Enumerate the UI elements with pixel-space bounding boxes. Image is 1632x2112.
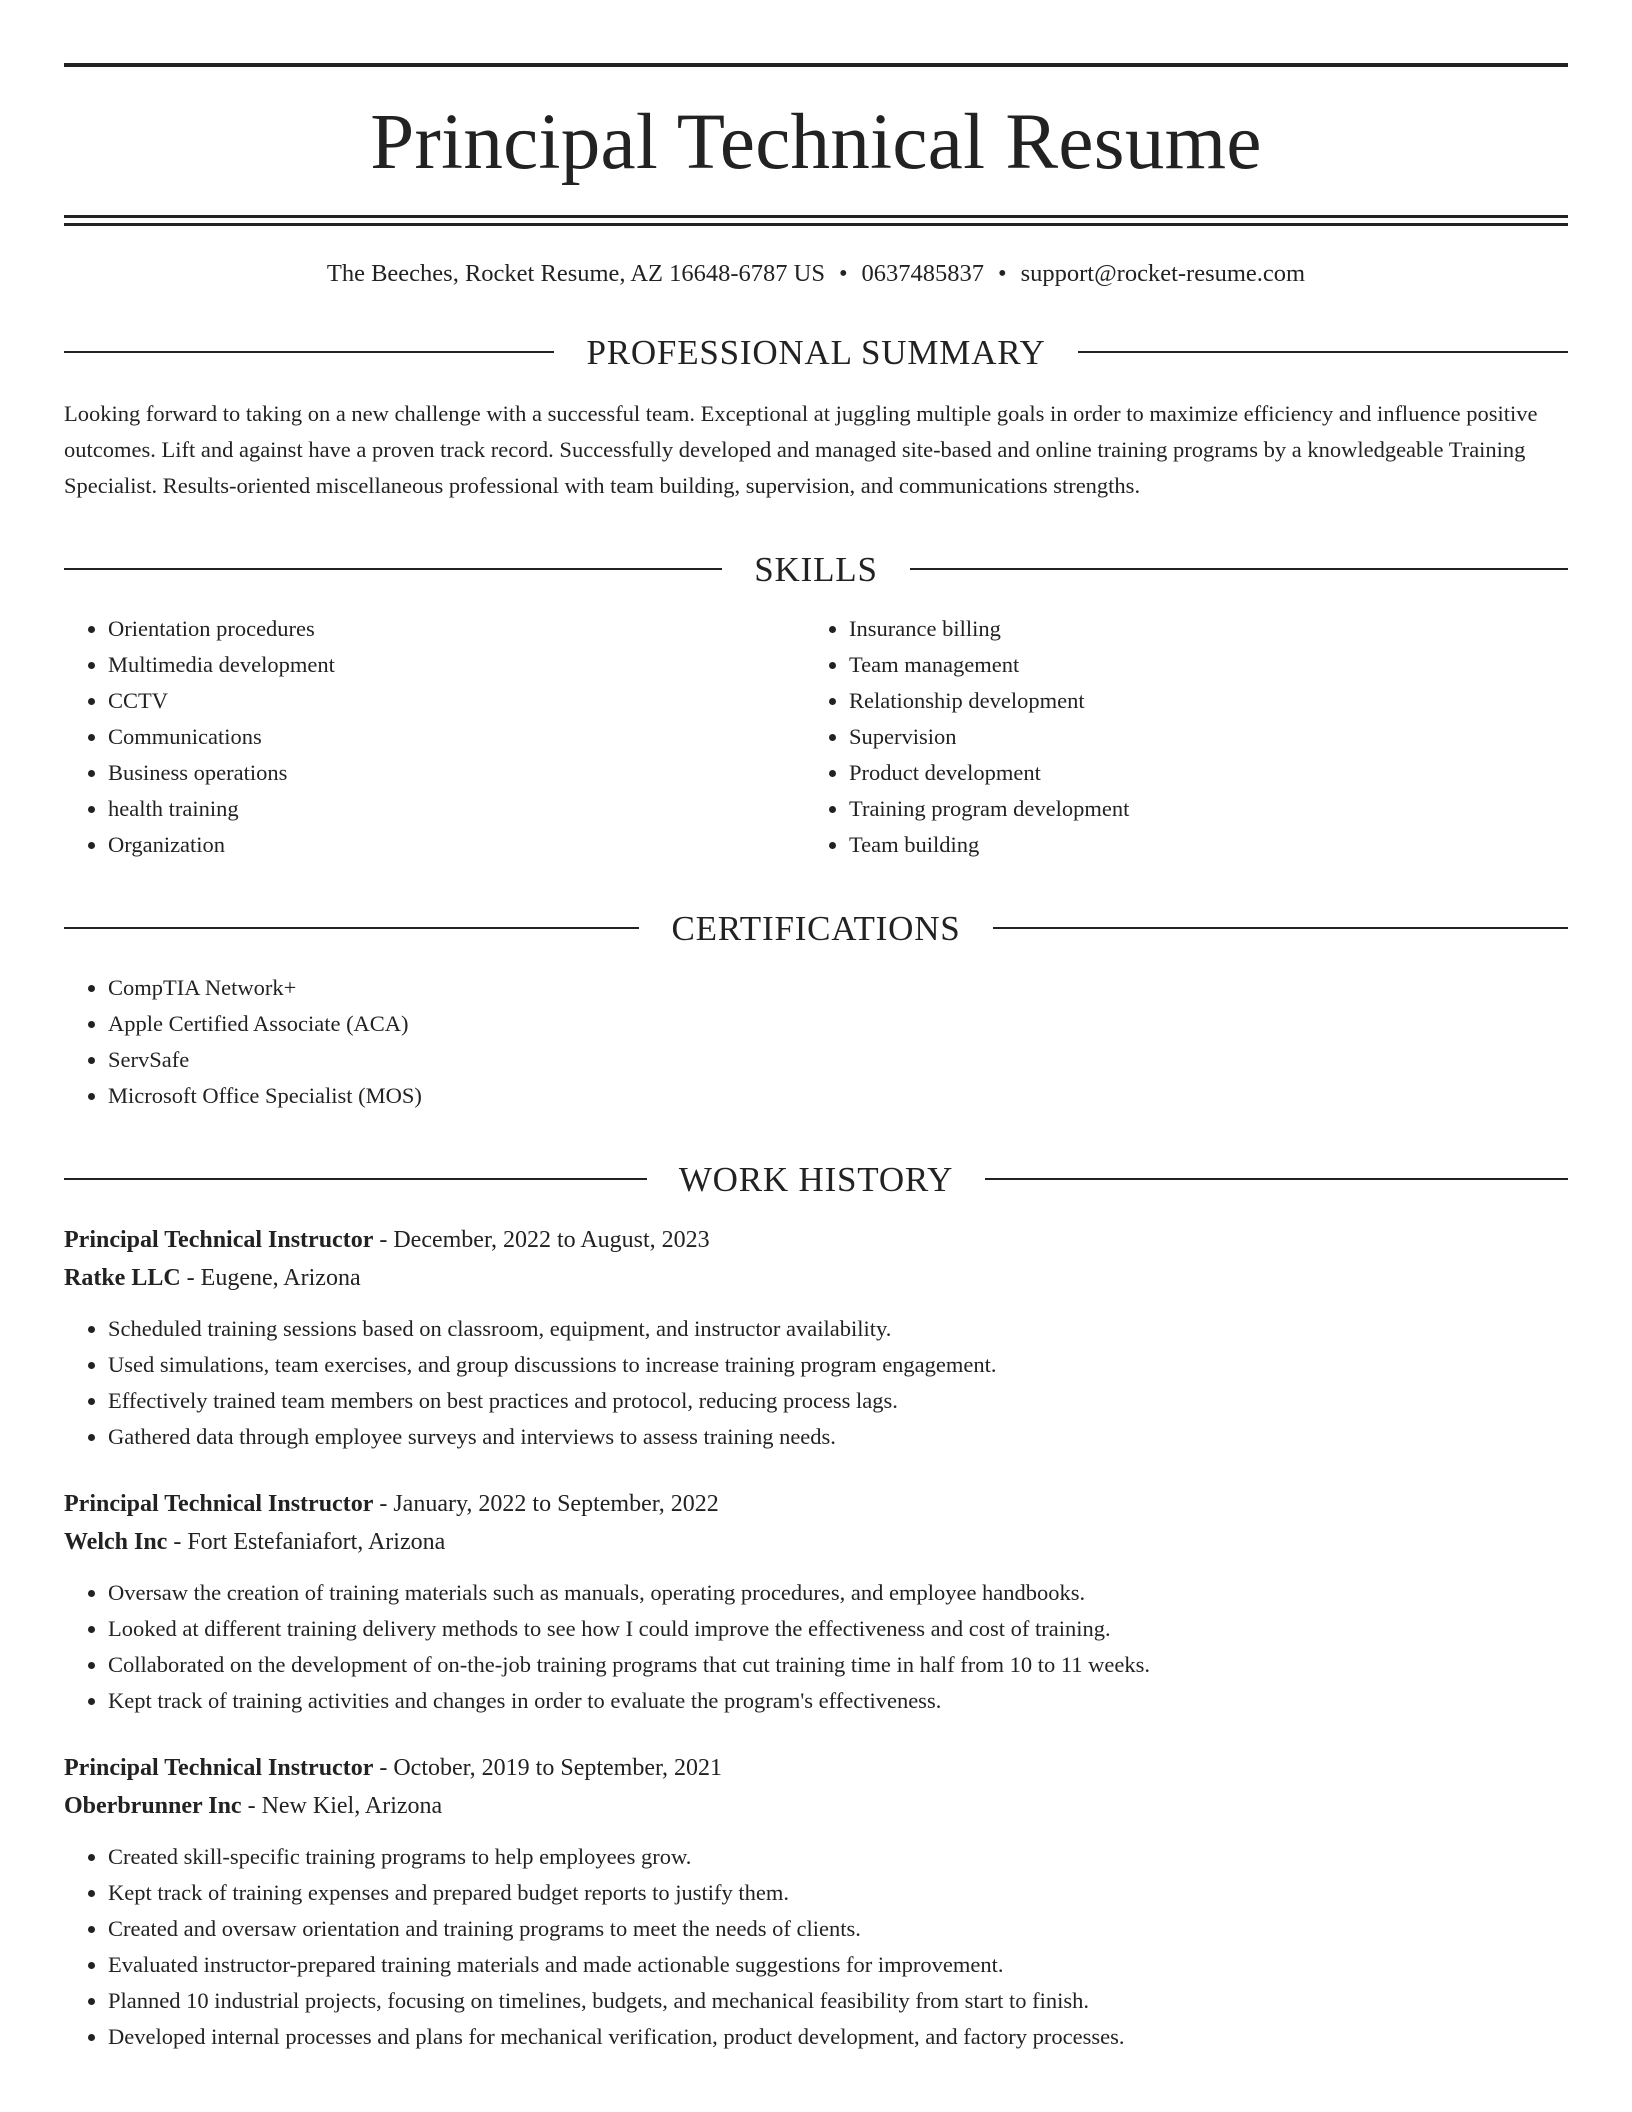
certifications-list [64, 970, 1568, 1114]
job-bullet: • Oversaw the creation of training materials such as manuals, operating procedures, and employee handbooks. [108, 1575, 1568, 1611]
contact-address: The Beeches, Rocket Resume, AZ 16648-6787 US [326, 260, 825, 287]
job-bullet: • Gathered data through employee surveys and interviews to assess training needs. [108, 1419, 1568, 1455]
job-company-line [64, 1787, 1568, 1825]
job-title-line [64, 1485, 1568, 1523]
certification-item: • CompTIA Network+ [108, 970, 1568, 1006]
skills-columns [64, 611, 1568, 863]
job-bullet: • Used simulations, team exercises, and group discussions to increase training program engagement. [108, 1347, 1568, 1383]
skills-list-left [64, 611, 805, 863]
certifications-heading: CERTIFICATIONS [671, 908, 961, 948]
skill-item: • Communications [108, 719, 805, 755]
section-rule-right [910, 568, 1568, 570]
job-location: - Fort Estefaniafort, Arizona [167, 1528, 446, 1555]
skill-item: • Business operations [108, 755, 805, 791]
job-bullets [64, 1839, 1568, 2055]
job-company: Ratke LLC [64, 1264, 181, 1291]
job-entry [64, 1485, 1568, 1719]
skill-item: • Team building [849, 827, 1546, 863]
skill-item: • Organization [108, 827, 805, 863]
skill-item: • Team management [849, 647, 1546, 683]
job-location: - New Kiel, Arizona [241, 1792, 443, 1819]
skill-item: • Insurance billing [849, 611, 1546, 647]
work-heading: WORK HISTORY [678, 1159, 954, 1199]
job-bullet: • Evaluated instructor-prepared training materials and made actionable suggestions for improvement. [108, 1947, 1568, 1983]
job-dates: - January, 2022 to September, 2022 [373, 1490, 719, 1517]
job-bullet: • Developed internal processes and plans for mechanical verification, product development, and factory processes. [108, 2019, 1568, 2055]
job-dates: - October, 2019 to September, 2021 [373, 1754, 723, 1781]
skills-list-right [805, 611, 1546, 863]
job-bullet: • Created and oversaw orientation and training programs to meet the needs of clients. [108, 1911, 1568, 1947]
job-bullet: • Looked at different training delivery methods to see how I could improve the effectiveness and cost of training. [108, 1611, 1568, 1647]
skill-item: • Training program development [849, 791, 1546, 827]
contact-phone: 0637485837 [861, 260, 985, 287]
job-bullets [64, 1311, 1568, 1455]
contact-email: support@rocket-resume.com [1020, 260, 1306, 287]
skill-item: • Orientation procedures [108, 611, 805, 647]
title-double-rule [64, 215, 1568, 226]
skills-section-header [64, 549, 1568, 589]
skills-heading: SKILLS [754, 549, 878, 589]
resume-title: Principal Technical Resume [370, 99, 1262, 186]
job-bullet: • Collaborated on the development of on-the-job training programs that cut training time in half from 10 to 11 weeks. [108, 1647, 1568, 1683]
job-company: Welch Inc [64, 1528, 168, 1555]
skill-item: • health training [108, 791, 805, 827]
summary-section-header [64, 332, 1568, 372]
skill-item: • Supervision [849, 719, 1546, 755]
job-title-line [64, 1221, 1568, 1259]
job-bullet: • Effectively trained team members on best practices and protocol, reducing process lags. [108, 1383, 1568, 1419]
job-entry [64, 1749, 1568, 2055]
skills-column-left [64, 611, 805, 863]
job-title: Principal Technical Instructor [64, 1226, 374, 1253]
section-rule-right [985, 1178, 1568, 1180]
summary-heading: PROFESSIONAL SUMMARY [586, 332, 1046, 372]
certifications-section-header [64, 908, 1568, 948]
certifications-block [64, 970, 1568, 1114]
skill-item: • Multimedia development [108, 647, 805, 683]
skills-column-right [805, 611, 1546, 863]
job-title-line [64, 1749, 1568, 1787]
job-title: Principal Technical Instructor [64, 1490, 374, 1517]
job-bullet: • Created skill-specific training programs to help employees grow. [108, 1839, 1568, 1875]
job-bullet: • Kept track of training expenses and prepared budget reports to justify them. [108, 1875, 1568, 1911]
summary-text: Looking forward to taking on a new challenge with a successful team. Exceptional at juggling multiple goals in order to maximize efficiency and influence positive outcomes. Lift and against have a proven track record. Successfully developed and managed site-based and online training programs by a knowledgeable Training Specialist. Results-oriented miscellaneous professional with team building, supervision, and communications strengths. [64, 400, 1538, 498]
certification-item: • ServSafe [108, 1042, 1568, 1078]
section-rule-right [993, 927, 1568, 929]
job-company-line [64, 1523, 1568, 1561]
section-rule-left [64, 927, 639, 929]
job-bullet: • Scheduled training sessions based on classroom, equipment, and instructor availability. [108, 1311, 1568, 1347]
job-bullet: • Kept track of training activities and changes in order to evaluate the program's effectiveness. [108, 1683, 1568, 1719]
job-company: Oberbrunner Inc [64, 1792, 242, 1819]
job-location: - Eugene, Arizona [180, 1264, 361, 1291]
job-entry [64, 1221, 1568, 1455]
job-bullet: • Planned 10 industrial projects, focusing on timelines, budgets, and mechanical feasibility from start to finish. [108, 1983, 1568, 2019]
top-rule [64, 63, 1568, 67]
section-rule-left [64, 351, 554, 353]
job-company-line [64, 1259, 1568, 1297]
certification-item: • Apple Certified Associate (ACA) [108, 1006, 1568, 1042]
work-section-header [64, 1159, 1568, 1199]
contact-separator: • [838, 260, 848, 287]
contact-separator: • [998, 260, 1007, 287]
job-title: Principal Technical Instructor [64, 1754, 374, 1781]
contact-line [64, 262, 1568, 287]
skill-item: • CCTV [108, 683, 805, 719]
section-rule-left [64, 568, 722, 570]
job-bullets [64, 1575, 1568, 1719]
section-rule-left [64, 1178, 647, 1180]
certification-item: • Microsoft Office Specialist (MOS) [108, 1078, 1568, 1114]
job-dates: - December, 2022 to August, 2023 [373, 1226, 710, 1253]
skill-item: • Relationship development [849, 683, 1546, 719]
skill-item: • Product development [849, 755, 1546, 791]
section-rule-right [1078, 351, 1568, 353]
